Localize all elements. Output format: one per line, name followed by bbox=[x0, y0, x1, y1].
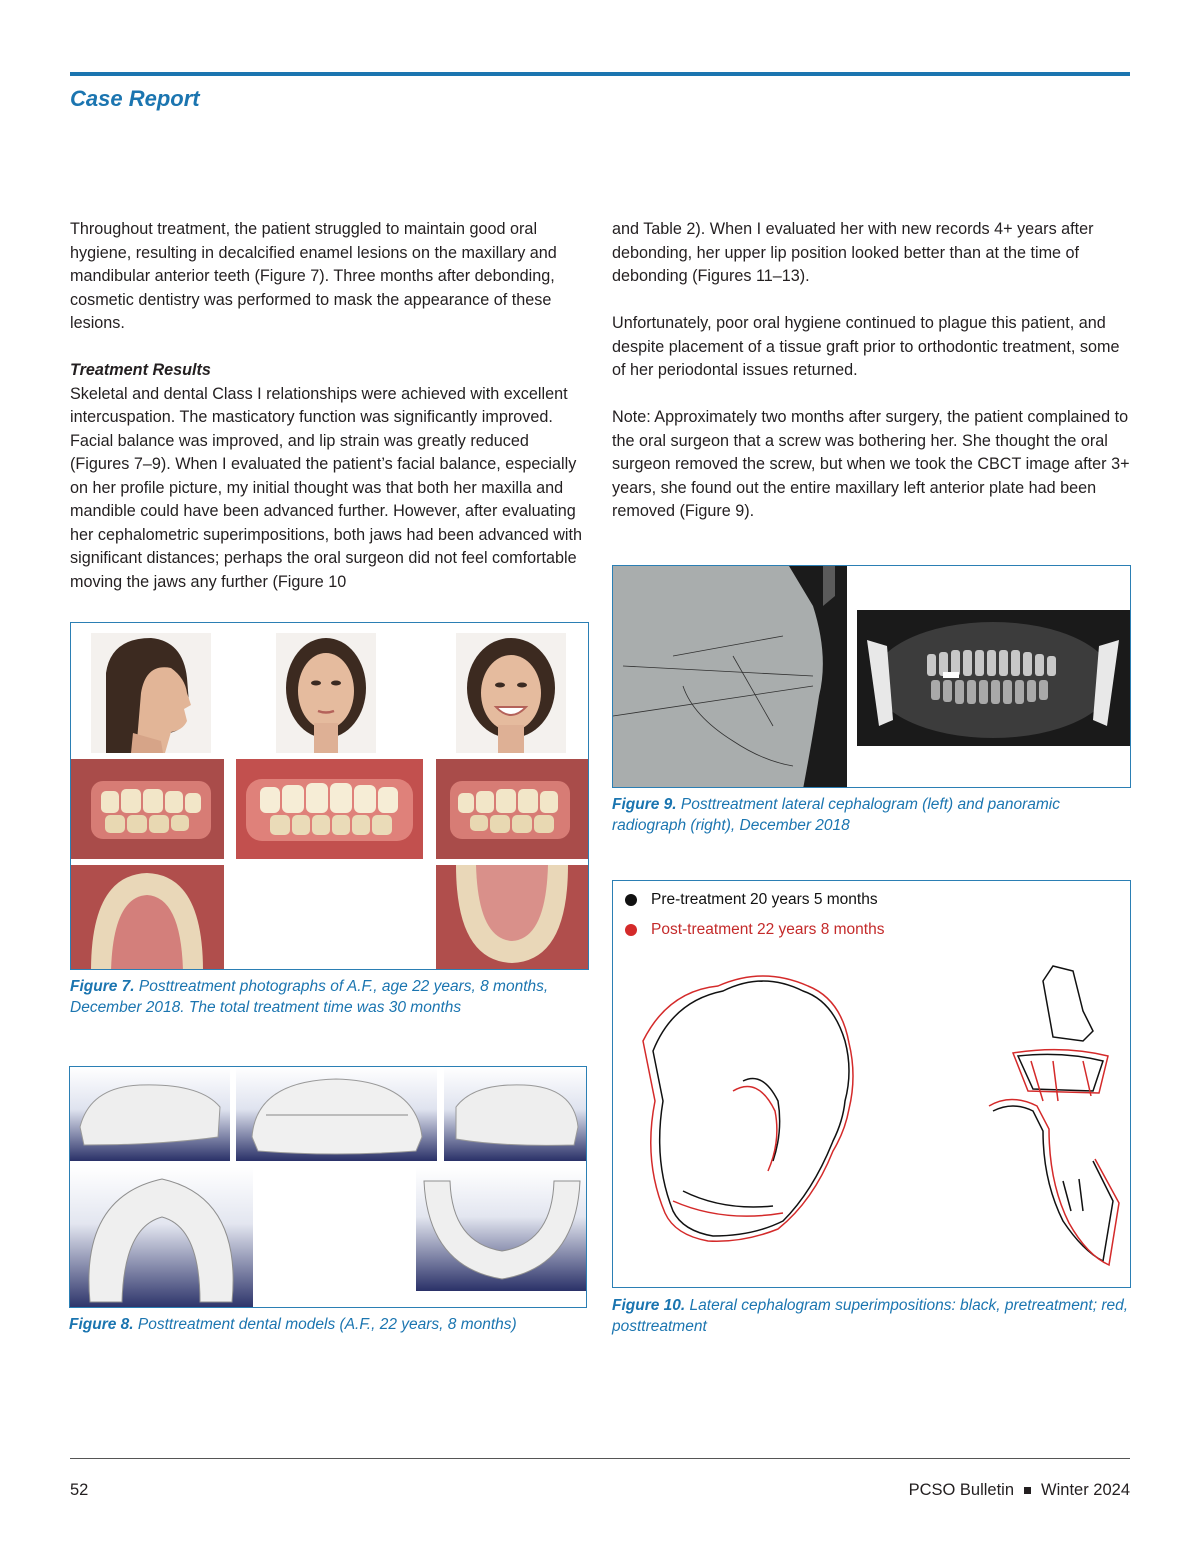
figure-8-caption bbox=[69, 1314, 587, 1335]
publication-info bbox=[909, 1481, 1130, 1500]
model-frontal-view bbox=[236, 1067, 437, 1161]
issue-date: Winter 2024 bbox=[1041, 1481, 1130, 1499]
section-label: Case Report bbox=[70, 86, 200, 111]
paragraph: Skeletal and dental Class I relationships were achieved with excellent intercuspation. The masticatory function was significantly improved. Facial balance was improved, and lip strain was greatly reduced (Figures 7–9). When I evaluated the patient’s facial balance, especially on her profile picture, my initial thought was that both her maxilla and mandible could have been advanced further. However, after evaluating her cephalometric superimpositions, both jaws had been advanced with significant distances; perhaps the oral surgeon did not feel comfortable moving the jaws any further (Figure 10 bbox=[70, 384, 583, 591]
panoramic-radiograph bbox=[857, 610, 1130, 746]
red-dot-icon bbox=[625, 924, 637, 936]
black-dot-icon bbox=[625, 894, 637, 906]
intraoral-right-photo bbox=[71, 759, 224, 859]
lateral-cephalogram bbox=[613, 566, 847, 788]
legend-label: Post-treatment 22 years 8 months bbox=[651, 921, 885, 938]
legend-label: Pre-treatment 20 years 5 months bbox=[651, 891, 878, 908]
intraoral-frontal-photo bbox=[236, 759, 423, 859]
model-right-view bbox=[70, 1067, 230, 1161]
model-left-view bbox=[444, 1067, 587, 1161]
paragraph: Note: Approximately two months after surgery, the patient complained to the oral surgeon that a screw was bothering her. She thought the oral surgeon removed the screw, but when we took the CBCT image after 3+ years, she found out the entire maxillary left anterior plate had been removed (Figure 9). bbox=[612, 408, 1130, 520]
figure-label: Figure 7. bbox=[70, 978, 135, 995]
footer-rule bbox=[70, 1458, 1130, 1459]
legend-item-posttreatment bbox=[625, 921, 884, 939]
figure-9-radiographs bbox=[612, 565, 1131, 788]
lower-model-occlusal bbox=[416, 1167, 587, 1291]
figure-7-caption bbox=[70, 976, 589, 1018]
paragraph: Unfortunately, poor oral hygiene continued to plague this patient, and despite placement of a tissue graft prior to orthodontic treatment, some of her periodontal issues returned. bbox=[612, 314, 1120, 379]
legend-item-pretreatment bbox=[625, 891, 878, 909]
right-column bbox=[612, 218, 1132, 524]
upper-model-occlusal bbox=[70, 1167, 253, 1308]
subheading: Treatment Results bbox=[70, 361, 211, 379]
profile-photo bbox=[91, 633, 211, 753]
figure-7-photos bbox=[70, 622, 589, 970]
caption-text: Posttreatment lateral cephalogram (left) and panoramic radiograph (right), December 2018 bbox=[612, 796, 1060, 834]
figure-8-models bbox=[69, 1066, 587, 1308]
paragraph: and Table 2). When I evaluated her with new records 4+ years after debonding, her upper lip position looked better than at the time of debonding (Figures 11–13). bbox=[612, 220, 1094, 285]
frontal-photo bbox=[276, 633, 376, 753]
lower-occlusal-photo bbox=[436, 865, 589, 970]
figure-label: Figure 10. bbox=[612, 1297, 686, 1314]
publication-name: PCSO Bulletin bbox=[908, 1481, 1015, 1499]
intraoral-left-photo bbox=[436, 759, 589, 859]
left-column bbox=[70, 218, 590, 594]
caption-text: Lateral cephalogram superimpositions: black, pretreatment; red, posttreatment bbox=[612, 1297, 1129, 1335]
superimposition-tracing bbox=[613, 961, 1131, 1281]
figure-10-caption bbox=[612, 1295, 1131, 1337]
figure-9-caption bbox=[612, 794, 1131, 836]
paragraph: Throughout treatment, the patient struggled to maintain good oral hygiene, resulting in decalcified enamel lesions on the maxillary and mandibular anterior teeth (Figure 7). Three months after debonding, cosmetic dentistry was performed to mask the appearance of these lesions. bbox=[70, 220, 557, 332]
caption-text: Posttreatment photographs of A.F., age 22 years, 8 months, December 2018. The total treatment time was 30 months bbox=[70, 978, 549, 1016]
top-rule bbox=[70, 72, 1130, 76]
figure-10-superimpositions bbox=[612, 880, 1131, 1288]
square-bullet-icon bbox=[1024, 1487, 1031, 1494]
figure-label: Figure 9. bbox=[612, 796, 677, 813]
page-number: 52 bbox=[70, 1481, 89, 1499]
upper-occlusal-photo bbox=[71, 865, 224, 970]
caption-text: Posttreatment dental models (A.F., 22 years, 8 months) bbox=[137, 1316, 517, 1333]
smile-photo bbox=[456, 633, 566, 753]
figure-label: Figure 8. bbox=[69, 1316, 134, 1333]
